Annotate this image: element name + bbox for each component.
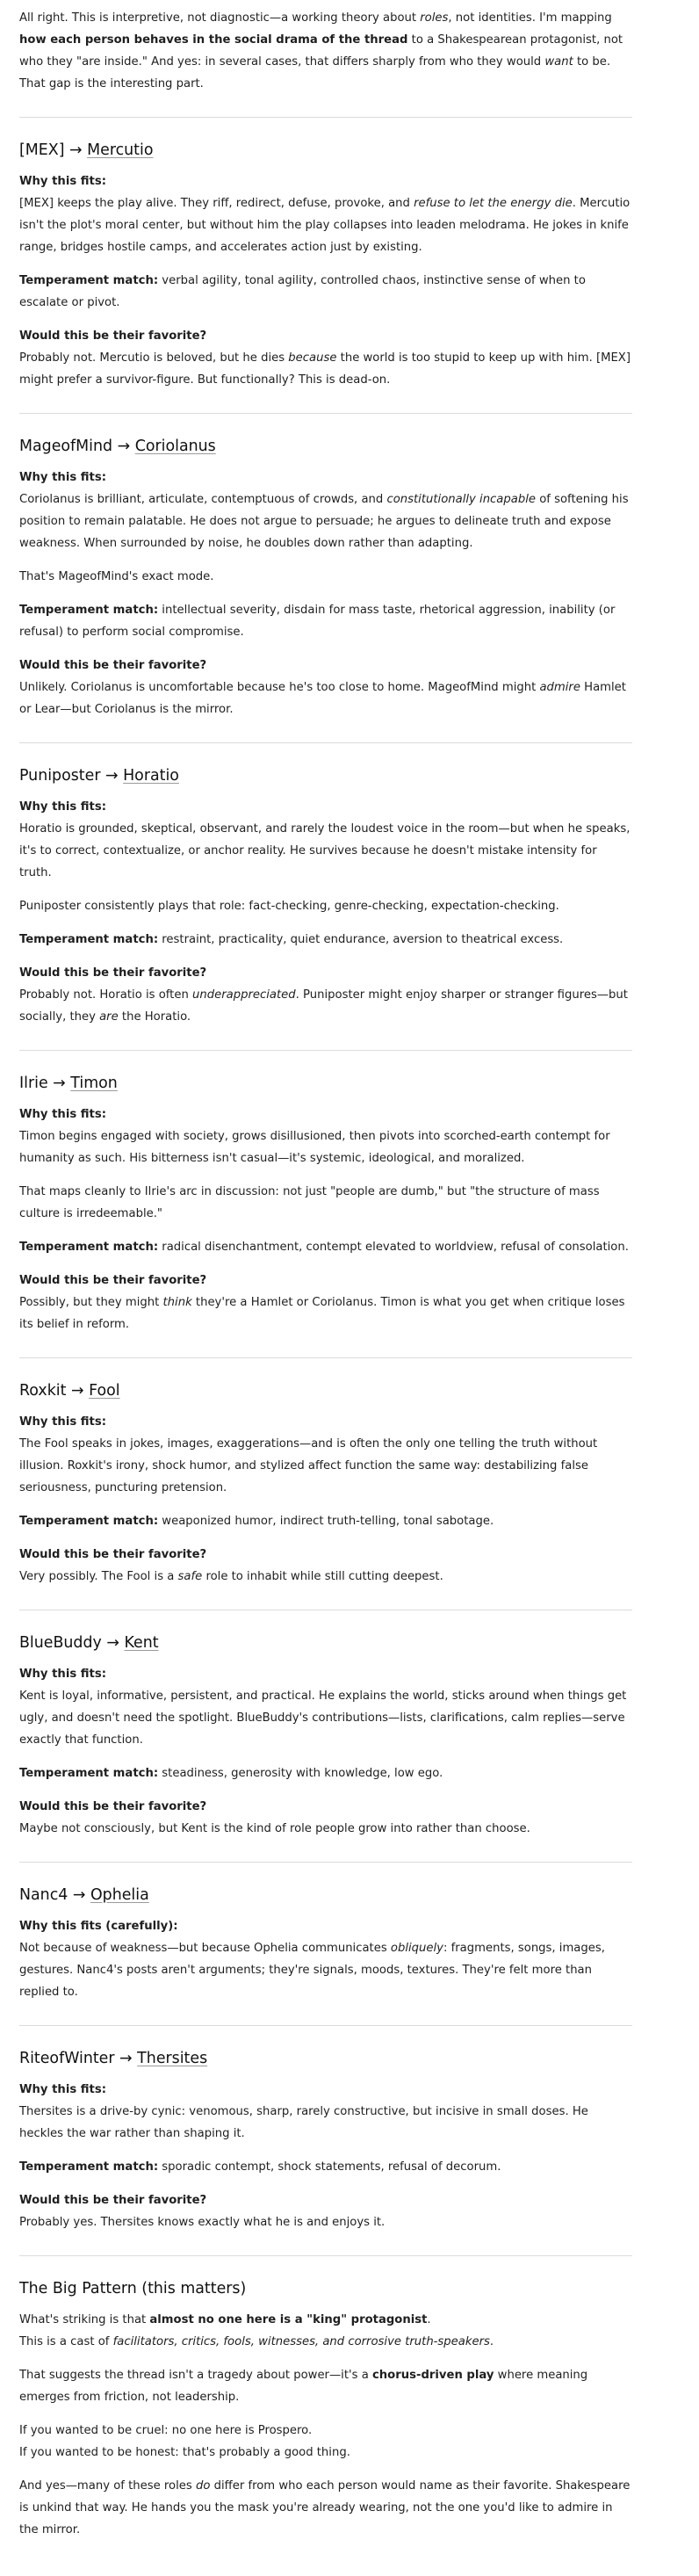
- paragraph: [19, 192, 632, 258]
- paragraph: [19, 677, 632, 720]
- divider: [19, 117, 632, 118]
- text-run: . Mercutio isn't the plot's moral center, but without him the play collapses into leaden melodrama. He jokes in knife range, bridges hostile camps, and accelerates action just by existing.: [19, 197, 631, 254]
- text-run: differ from who each person would name as their favorite. Shakespeare is unkind that way. He hands you the mask you're already wearing, not the one you'd like to admire in the mirror.: [19, 2479, 631, 2536]
- text-run: Maybe not consciously, but Kent is the kind of role people grow into rather than choose.: [19, 1822, 530, 1835]
- subsection-heading: Why this fits:: [19, 1415, 106, 1429]
- paragraph: [19, 895, 632, 917]
- subsection: [19, 796, 632, 884]
- subsection-heading: Would this be their favorite?: [19, 1800, 207, 1813]
- text-run: And yes—many of these roles: [19, 2479, 196, 2493]
- arrow-icon: →: [100, 767, 124, 785]
- text-run: This is a cast of: [19, 2335, 113, 2348]
- divider: [19, 413, 632, 414]
- text-run: Unlikely. Coriolanus is uncomfortable because he's too close to home. MageofMind might: [19, 681, 540, 694]
- subsection: [19, 325, 632, 391]
- subsection-heading: Would this be their favorite?: [19, 659, 207, 672]
- paragraph: [19, 2420, 632, 2464]
- paragraph: [19, 2309, 632, 2353]
- paragraph: [19, 1433, 632, 1499]
- italic-text: underappreciated: [192, 988, 296, 1002]
- text-run: sporadic contempt, shock statements, refusal of decorum.: [158, 2160, 501, 2174]
- section-title: [19, 1632, 632, 1654]
- text-run: the world is too stupid to keep up with him. [MEX] might prefer a survivor-figure. But functionally? This is dead-on.: [19, 351, 631, 387]
- arrow-icon: →: [64, 141, 88, 159]
- text-line: [19, 2309, 632, 2331]
- text-run: Puniposter consistently plays that role: fact-checking, genre-checking, expectation-checking.: [19, 900, 559, 913]
- username: Ilrie: [19, 1075, 48, 1092]
- text-run: to be. That gap is the interesting part.: [19, 55, 611, 90]
- divider: [19, 1050, 632, 1051]
- paragraph: [19, 1510, 632, 1532]
- subsection-heading: Why this fits:: [19, 175, 106, 188]
- bold-text: Temperament match:: [19, 274, 159, 287]
- role-section: [19, 1884, 632, 2003]
- subsection: [19, 655, 632, 720]
- role-section: [19, 139, 632, 391]
- text-run: Probably not. Horatio is often: [19, 988, 193, 1002]
- username: RiteofWinter: [19, 2050, 115, 2067]
- subsection-heading: Would this be their favorite?: [19, 2194, 207, 2207]
- text-run: Kent is loyal, informative, persistent, and practical. He explains the world, sticks around when things get ugly, and doesn't need the spotlight. BlueBuddy's contributions—lists, clarifications, calm replies—serve exactly that function.: [19, 1690, 627, 1747]
- subsection: [19, 962, 632, 1028]
- big-pattern-section: [19, 2277, 632, 2541]
- bold-text: Temperament match:: [19, 1767, 159, 1780]
- text-run: Coriolanus is brilliant, articulate, contemptuous of crowds, and: [19, 493, 387, 506]
- subsection-heading: Why this fits:: [19, 1108, 106, 1121]
- italic-text: because: [288, 351, 337, 365]
- username: BlueBuddy: [19, 1634, 102, 1652]
- paragraph: [19, 2211, 632, 2233]
- text-run: .: [427, 2313, 431, 2326]
- text-run: , not identities. I'm mapping: [448, 11, 612, 25]
- text-run: Timon begins engaged with society, grows disillusioned, then pivots into scorched-earth contempt for humanity as such. His bitterness isn't casual—it's systemic, ideological, and moralized.: [19, 1130, 610, 1165]
- text-run: Possibly, but they might: [19, 1296, 163, 1309]
- bold-text: Temperament match:: [19, 933, 159, 946]
- role-section: [19, 2047, 632, 2233]
- paragraph: [19, 599, 632, 643]
- subsection: [19, 467, 632, 554]
- text-run: The Fool speaks in jokes, images, exaggerations—and is often the only one telling the truth without illusion. Roxkit's irony, shock humor, and stylized affect function the same way: destabilizing false seriousness, puncturing pretension.: [19, 1437, 598, 1494]
- italic-text: facilitators, critics, fools, witnesses, and corrosive truth-speakers: [112, 2335, 490, 2348]
- big-pattern-body: [19, 2309, 632, 2541]
- character-link[interactable]: Fool: [89, 1382, 120, 1400]
- text-line: [19, 2420, 632, 2442]
- big-pattern-title: The Big Pattern (this matters): [19, 2280, 247, 2297]
- subsection-heading: Why this fits:: [19, 800, 106, 814]
- paragraph: [19, 2475, 632, 2541]
- subsection: [19, 2079, 632, 2145]
- italic-text: admire: [539, 681, 580, 694]
- divider: [19, 2025, 632, 2026]
- paragraph: [19, 488, 632, 554]
- subsection: [19, 1796, 632, 1840]
- text-run: Thersites is a drive-by cynic: venomous, sharp, rarely constructive, but incisive in small doses. He heckles the war rather than shaping it.: [19, 2105, 588, 2140]
- section-title: [19, 2047, 632, 2070]
- character-link[interactable]: Horatio: [123, 767, 179, 785]
- text-run: weaponized humor, indirect truth-telling, tonal sabotage.: [158, 1515, 494, 1528]
- text-run: where meaning emerges from friction, not leadership.: [19, 2369, 588, 2404]
- paragraph: [19, 1236, 632, 1258]
- text-run: .: [489, 2335, 494, 2348]
- text-run: That maps cleanly to Ilrie's arc in discussion: not just "people are dumb," but "the structure of mass culture is irredeemable.": [19, 1185, 600, 1220]
- paragraph: [19, 818, 632, 884]
- character-link[interactable]: Kent: [124, 1634, 159, 1652]
- bold-text: Temperament match:: [19, 2160, 159, 2174]
- paragraph: [19, 1818, 632, 1840]
- text-run: of softening his position to remain palatable. He does not argue to persuade; he argues to delineate truth and expose weakness. When surrounded by noise, he doubles down rather than adapting.: [19, 493, 629, 550]
- paragraph: [19, 1685, 632, 1751]
- text-run: they're a Hamlet or Coriolanus. Timon is what you get when critique loses its belief in reform.: [19, 1296, 625, 1331]
- text-run: restraint, practicality, quiet endurance, aversion to theatrical excess.: [158, 933, 564, 946]
- section-title: [19, 435, 632, 458]
- username: Puniposter: [19, 767, 101, 785]
- text-run: Probably not. Mercutio is beloved, but he dies: [19, 351, 289, 365]
- paragraph: [19, 1292, 632, 1335]
- subsection: [19, 2189, 632, 2233]
- subsection-heading: Why this fits:: [19, 1668, 106, 1681]
- text-line: [19, 2442, 632, 2464]
- username: [MEX]: [19, 141, 65, 159]
- role-sections: [19, 117, 632, 2233]
- section-title: [19, 139, 632, 162]
- italic-text: do: [195, 2479, 211, 2493]
- character-link[interactable]: Mercutio: [87, 141, 154, 159]
- text-run: : fragments, songs, images, gestures. Nanc4's posts aren't arguments; they're signals, moods, textures. They're felt more than replied to.: [19, 1942, 605, 1999]
- text-line: [19, 2364, 632, 2408]
- bold-text: how each person behaves in the social drama of the thread: [19, 33, 408, 47]
- arrow-icon: →: [47, 1075, 71, 1092]
- paragraph: [19, 1566, 632, 1588]
- subsection: [19, 1915, 632, 2003]
- text-line: [19, 2331, 632, 2353]
- section-title: [19, 1379, 632, 1402]
- paragraph: [19, 2156, 632, 2178]
- paragraph: [19, 270, 632, 314]
- paragraph: [19, 347, 632, 391]
- text-run: That suggests the thread isn't a tragedy about power—it's a: [19, 2369, 372, 2382]
- text-run: verbal agility, tonal agility, controlled chaos, instinctive sense of when to escalate or pivot.: [19, 274, 586, 309]
- text-run: . Puniposter might enjoy sharper or stranger figures—but socially, they: [19, 988, 628, 1024]
- paragraph: [19, 2101, 632, 2145]
- subsection-heading: Why this fits:: [19, 2083, 106, 2096]
- role-section: [19, 435, 632, 720]
- paragraph: [19, 1181, 632, 1225]
- subsection: [19, 170, 632, 258]
- text-line: [19, 2475, 632, 2541]
- divider: [19, 742, 632, 743]
- italic-text: are: [99, 1010, 119, 1024]
- role-section: [19, 1632, 632, 1840]
- username: Nanc4: [19, 1886, 68, 1904]
- text-run: Probably yes. Thersites knows exactly what he is and enjoys it.: [19, 2216, 386, 2229]
- subsection: [19, 1270, 632, 1335]
- italic-text: safe: [177, 1570, 203, 1583]
- text-run: Horatio is grounded, skeptical, observant, and rarely the loudest voice in the room—but when he speaks, it's to correct, contextualize, or anchor reality. He survives because he doesn't mistake intensity for truth.: [19, 822, 631, 879]
- divider: [19, 2255, 632, 2256]
- bold-text: almost no one here is a "king" protagonist: [149, 2313, 428, 2326]
- subsection-heading: Would this be their favorite?: [19, 966, 207, 980]
- italic-text: roles: [420, 11, 449, 25]
- section-title: [19, 1072, 632, 1095]
- text-run: Not because of weakness—but because Ophelia communicates: [19, 1942, 391, 1955]
- text-run: radical disenchantment, contempt elevated to worldview, refusal of consolation.: [158, 1241, 629, 1254]
- subsection: [19, 1411, 632, 1499]
- character-link[interactable]: Thersites: [137, 2050, 208, 2067]
- arrow-icon: →: [112, 438, 135, 455]
- italic-text: obliquely: [390, 1942, 443, 1955]
- text-run: the Horatio.: [118, 1010, 191, 1024]
- subsection-heading: Would this be their favorite?: [19, 329, 207, 343]
- character-link[interactable]: Coriolanus: [134, 438, 216, 455]
- text-run: Very possibly. The Fool is a: [19, 1570, 178, 1583]
- character-link[interactable]: Timon: [70, 1075, 118, 1092]
- text-run: role to inhabit while still cutting deepest.: [202, 1570, 443, 1583]
- arrow-icon: →: [101, 1634, 125, 1652]
- character-link[interactable]: Ophelia: [90, 1886, 149, 1904]
- italic-text: constitutionally incapable: [386, 493, 536, 506]
- arrow-icon: →: [114, 2050, 138, 2067]
- subsection: [19, 1663, 632, 1751]
- text-run: If you wanted to be cruel: no one here is Prospero.: [19, 2424, 313, 2437]
- paragraph: [19, 1762, 632, 1784]
- arrow-icon: →: [66, 1382, 90, 1400]
- paragraph: [19, 929, 632, 951]
- paragraph: [19, 1937, 632, 2003]
- subsection-heading: Would this be their favorite?: [19, 1548, 207, 1561]
- paragraph: [19, 984, 632, 1028]
- paragraph: [19, 566, 632, 588]
- divider: [19, 1357, 632, 1358]
- italic-text: want: [544, 55, 573, 69]
- text-run: steadiness, generosity with knowledge, low ego.: [158, 1767, 443, 1780]
- subsection-heading: Why this fits (carefully):: [19, 1920, 178, 1933]
- text-run: intellectual severity, disdain for mass taste, rhetorical aggression, inability (or refusal) to perform social compromise.: [19, 604, 616, 639]
- bold-text: Temperament match:: [19, 1515, 159, 1528]
- document-column: [19, 7, 632, 2541]
- username: Roxkit: [19, 1382, 67, 1400]
- bold-text: Temperament match:: [19, 604, 159, 617]
- paragraph: [19, 2364, 632, 2408]
- subsection-heading: Why this fits:: [19, 471, 106, 484]
- italic-text: refuse to let the energy die: [414, 197, 573, 210]
- text-run: All right. This is interpretive, not diagnostic—a working theory about: [19, 11, 421, 25]
- arrow-icon: →: [68, 1886, 90, 1904]
- section-title: [19, 1884, 632, 1907]
- text-run: to a Shakespearean protagonist, not who they "are inside." And yes: in several cases, that differs sharply from who they would: [19, 33, 623, 69]
- subsection-heading: Would this be their favorite?: [19, 1274, 207, 1287]
- text-run: If you wanted to be honest: that's probably a good thing.: [19, 2446, 350, 2459]
- intro: [19, 7, 632, 95]
- role-section: [19, 764, 632, 1028]
- bold-text: chorus-driven play: [371, 2369, 494, 2382]
- paragraph: [19, 1125, 632, 1169]
- text-run: [MEX] keeps the play alive. They riff, redirect, defuse, provoke, and: [19, 197, 414, 210]
- text-run: What's striking is that: [19, 2313, 150, 2326]
- username: MageofMind: [19, 438, 113, 455]
- role-section: [19, 1379, 632, 1588]
- bold-text: Temperament match:: [19, 1241, 159, 1254]
- intro-paragraph: [19, 7, 632, 95]
- subsection: [19, 1103, 632, 1169]
- section-title: [19, 764, 632, 787]
- divider: [19, 1862, 632, 1863]
- subsection: [19, 1544, 632, 1588]
- italic-text: think: [162, 1296, 192, 1309]
- text-run: Hamlet or Lear—but Coriolanus is the mirror.: [19, 681, 626, 716]
- role-section: [19, 1072, 632, 1335]
- text-run: That's MageofMind's exact mode.: [19, 570, 214, 583]
